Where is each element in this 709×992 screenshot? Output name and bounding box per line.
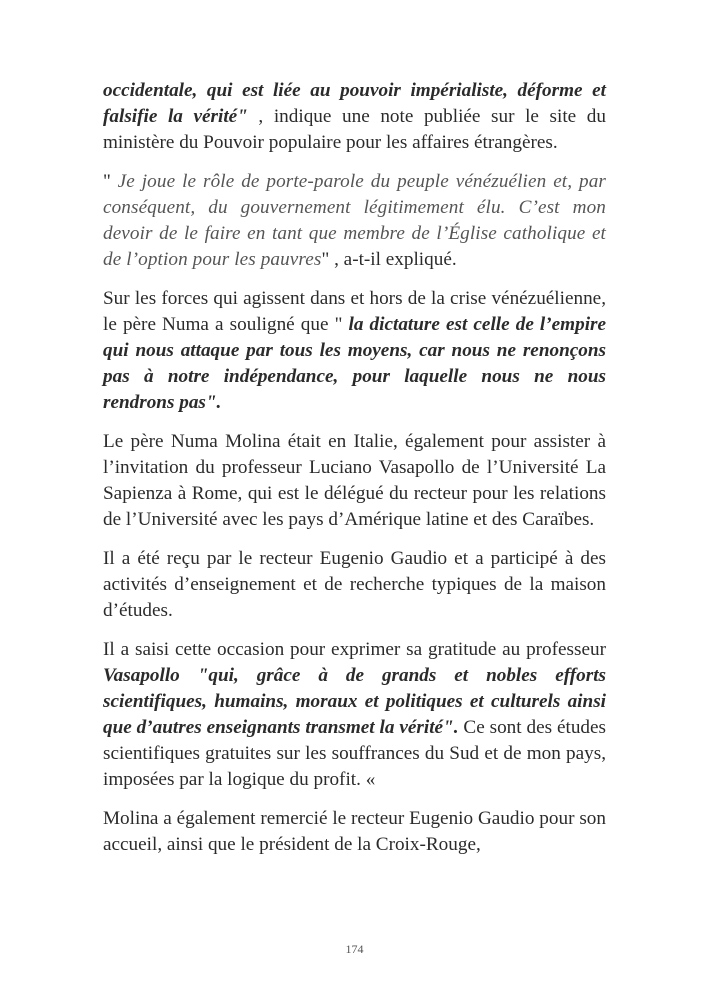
paragraph-4 bbox=[103, 429, 606, 533]
paragraph-6 bbox=[103, 637, 606, 793]
emphasis-text: occidentale, qui est liée au pouvoir impérialiste, déforme et falsifie la vérité" bbox=[103, 80, 606, 127]
italic-quote: Je joue le rôle de porte-parole du peuple vénézuélien et, par conséquent, du gouvernement légitimement élu. C’est mon devoir de le faire en tant que membre de l’Église catholique et de l’option pour les pauvres bbox=[103, 171, 606, 270]
body-text: " , a-t-il expliqué. bbox=[321, 249, 457, 270]
body-text: Il a été reçu par le recteur Eugenio Gaudio et a participé à des activités d’enseignement et de recherche typiques de la maison d’études. bbox=[103, 548, 606, 621]
paragraph-2 bbox=[103, 169, 606, 273]
body-text: , indique une note publiée sur le site du ministère du Pouvoir populaire pour les affaires étrangères. bbox=[103, 106, 606, 153]
body-text-end: ". bbox=[205, 392, 222, 413]
body-text: Il a saisi cette occasion pour exprimer sa gratitude au professeur bbox=[103, 639, 606, 660]
page-number: 174 bbox=[345, 942, 364, 956]
quote-mark: " bbox=[103, 171, 118, 192]
body-text: Sur les forces qui agissent dans et hors de la crise vénézuélienne, le père Numa a souligné que " bbox=[103, 288, 606, 335]
paragraph-7 bbox=[103, 806, 606, 858]
body-text: Molina a également remercié le recteur Eugenio Gaudio pour son accueil, ainsi que le président de la Croix-Rouge, bbox=[103, 808, 606, 855]
body-text: Le père Numa Molina était en Italie, également pour assister à l’invitation du professeur Luciano Vasapollo de l’Université La Sapienza à Rome, qui est le délégué du recteur pour les relations de l’Université avec les pays d’Amérique latine et des Caraïbes. bbox=[103, 431, 606, 530]
paragraph-5 bbox=[103, 546, 606, 624]
paragraph-3 bbox=[103, 286, 606, 416]
paragraph-1 bbox=[103, 78, 606, 156]
emphasis-text: Vasapollo "qui, grâce à de grands et nobles efforts scientifiques, humains, moraux et politiques et culturels ainsi que d’autres enseignants transmet la vérité". bbox=[103, 665, 606, 738]
emphasis-text: la dictature est celle de l’empire qui nous attaque par tous les moyens, car nous ne renonçons pas à notre indépendance, pour laquelle nous ne nous rendrons pas bbox=[103, 314, 607, 413]
body-text-end: Ce sont des études scientifiques gratuites sur les souffrances du Sud et de mon pays, imposées par la logique du profit. « bbox=[103, 717, 606, 790]
document-page bbox=[103, 78, 606, 871]
